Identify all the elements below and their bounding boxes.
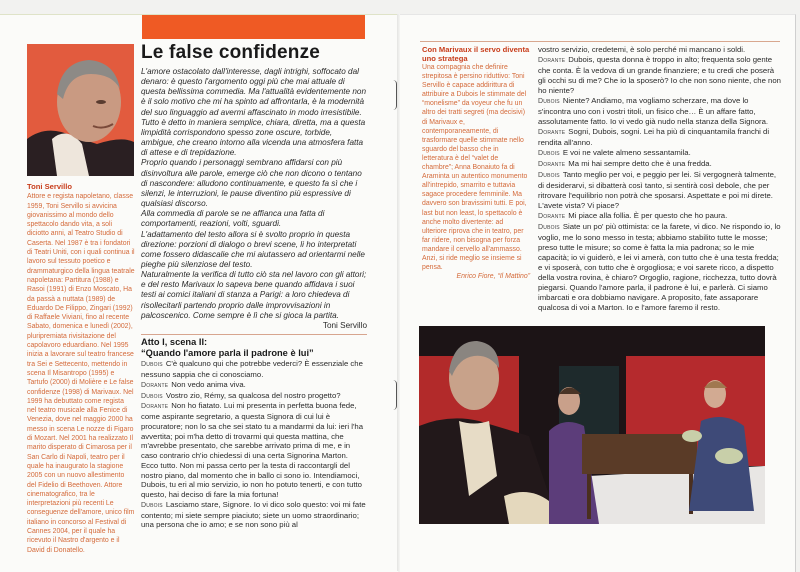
speaker: Dorante	[538, 129, 566, 136]
speaker: Dubois	[538, 98, 560, 105]
dialogue-line	[141, 359, 367, 380]
intro-paragraph: Proprio quando i personaggi sembrano affidarsi con più disinvoltura alle parole, emerge ciò che non dicono o tentano di nascondere: alludono continuamente, e questo fa sì che i silenzi, le interruzioni, le pause diventino più espressive di qualsiasi discorso.	[141, 158, 362, 209]
staple-bottom	[392, 380, 397, 410]
speaker: Dubois	[538, 172, 560, 179]
speaker: Dorante	[538, 57, 566, 64]
dialogue-line	[538, 211, 782, 222]
dialogue-line	[538, 45, 782, 55]
dialogue-line	[538, 96, 782, 127]
review-text: Una compagnia che definire strepitosa è persino riduttivo: Toni Servillo è capace addirittura di attribuire a Dubois le stimmate del “monelisme” da voyeur che fu un altro dei tratti segreti (ma decisivi) di Marivaux e, contemporaneamente, di trasformare quelle stimmate nello sguardo del basso che in letteratura è del “valet de chambre”; Anna Bonaiuto fa di Araminta un autentico monumento all'intrepido, smarrito e tuttavia sagace procedere femminile. Ma davvero son bravissimi tutti. E poi, last but non least, lo spettacolo è anche molto divertente: ad ulteriore riprova che in teatro, per far ridere, non bisogna per forza mandare il cervello all'ammasso. Anzi, si ride meglio se insieme si pensa.	[422, 64, 528, 272]
dialogue-line	[538, 170, 782, 211]
line-text: Niente? Andiamo, ma vogliamo scherzare, ma dove lo s'incontra uno con i vostri titoli, un fisico che… È un affare fatto, assolutamente fatto. Io vi vedo già nudo nella stanza della Signora.	[538, 96, 769, 126]
bio-text: Attore e regista napoletano, classe 1959, Toni Servillo si avvicina giovanissimo al mondo dello spettacolo dando vita, a soli diciotto anni, al Teatro Studio di Caserta. Nel 1987 è tra i fondatori di Teatri Uniti, con i quali continua il lavoro sul tessuto poetico e drammaturgico della lingua teatrale napoletana: Partitura (1988) e Rasoi (1991) di Enzo Moscato, Ha da passà a nuttata (1989) de Eduardo De Filippo, Zingari (1992) di Raffaele Viviani, fino al recente Sabato, domenica e lunedì (2002), pluripremiata rivisitazione del capolavoro eduardiano. Nel 1995 inizia a lavorare sul teatro francese tra Sei e Settecento, mettendo in scena Il Misantropo (1995) e Tartufo (2000) di Molière e Le false confidenze (1998) di Marivaux. Nel 1999 ha debuttato come regista nel teatro musicale alla Fenice di Venezia, dove nel maggio 2000 ha messo in scena Le nozze di Figaro di Mozart. Nel 2001 ha realizzato Il marito disperato di Cimarosa per il San Carlo di Napoli, teatro per il quale ha inaugurato la stagione 2005 con un nuovo allestimento del Fidelio di Beethoven. Attore cinematografico, tra le interpretazioni più recenti Le conseguenze dell'amore, unico film italiano in concorso al Festival di Cannes 2004, per il quale ha ricevuto il Nastro d'argento e il David di Donatello.	[27, 193, 135, 554]
dialogue-line	[538, 148, 782, 159]
scene-divider	[141, 334, 367, 335]
intro-signature: Toni Servillo	[322, 320, 367, 330]
line-text: Lasciamo stare, Signore. Io vi dico solo questo: voi mi fate contento; mi siete sempre piaciuto; siete un uomo straordinario; una persona che io amo; e se non sono più al	[141, 499, 366, 530]
right-top-rule	[420, 41, 780, 42]
biography-column	[27, 182, 135, 555]
scene-dialogue-left	[141, 359, 367, 530]
review-title: Con Marivaux il servo diventa uno stratega	[422, 45, 530, 63]
speaker: Dorante	[538, 213, 566, 220]
scene-heading	[141, 337, 367, 358]
line-text: Non ho fiatato. Lui mi presenta in perfetta buona fede, come aspirante segretario, a questa Signora di cui lui è procuratore; non lo sa che sei stato tu a mandarmi da lui: ieri l'ha avvertita; poi m'ha detto di trovarmi qui questa mattina, che m'avrebbe presentato, che sarebbe arrivato prima di me, e in caso contrario ch'io chiedessi di una certa Signorina Marton. Ecco tutto. Non mi passa certo per la testa di raccontargli del nostro piano, dal momento che in ballo ci sono io. Intendiamoci, Dubois, tu eri al mio servizio, io non ho potuto tenerti, e con tutto questo, hai deciso di fare la mia fortuna!	[141, 401, 364, 499]
dialogue-line	[141, 500, 367, 530]
review-sidebar	[422, 45, 530, 281]
director-note	[141, 67, 367, 331]
line-text: Non vedo anima viva.	[171, 379, 246, 389]
portrait-photo	[27, 44, 134, 176]
speaker: Dubois	[141, 361, 163, 369]
scene-title: “Quando l'amore parla il padrone è lui”	[141, 347, 314, 358]
line-text: C'è qualcuno qui che potrebbe vederci? È essenziale che nessuno sappia che ci conosciamo.	[141, 359, 363, 379]
intro-paragraph: Naturalmente la verifica di tutto ciò sta nel lavoro con gli attori; e del resto Marivaux lo sapeva bene quando affidava i suoi testi ai comici italiani di stanza a Parigi: a loro chiedeva di risollecitarli partendo proprio dalle improvvisazioni in palcoscenico. Come sempre è lì che si gioca la partita.	[141, 270, 367, 320]
page-gutter	[397, 14, 400, 571]
line-text: Vostro zio, Rémy, sa qualcosa del nostro progetto?	[165, 390, 341, 400]
speaker: Dorante	[538, 161, 566, 168]
left-main-column	[141, 42, 367, 530]
speaker: Dubois	[141, 392, 163, 400]
line-text: vostro servizio, credetemi, è solo perché mi mancano i soldi.	[538, 45, 746, 54]
dialogue-line	[141, 391, 367, 402]
speaker: Dubois	[141, 501, 163, 509]
line-text: Sogni, Dubois, sogni. Lei ha più di cinquantamila franchi di rendita all'anno.	[538, 127, 770, 147]
staple-top	[392, 80, 397, 110]
speaker: Dorante	[141, 381, 169, 389]
intro-paragraph: L'amore ostacolato dall'interesse, dagli intrighi, soffocato dal denaro: è questo l'argomento oggi più che mai attuale di questa bellissima commedia. Ma l'attualità evidentemente non è il solo motivo che mi ha spinto ad affrontarla, è la modernità del suo linguaggio ad avermi affascinato in modo irresistibile.	[141, 67, 367, 117]
dialogue-line	[538, 159, 782, 170]
dialogue-line	[538, 127, 782, 148]
dialogue-line	[141, 380, 367, 391]
review-source: Enrico Fiore, “Il Mattino”	[456, 273, 530, 281]
speaker: Dorante	[141, 403, 169, 411]
article-title: Le false confidenze	[141, 42, 321, 63]
intro-paragraph: L'adattamento del testo allora si è svolto proprio in questa direzione: porzioni di dialogo o brevi scene, li ho interpretati come fossero didascalie che mi aiutassero ad orientarmi nelle pieghe più silenziose del testo.	[141, 229, 365, 269]
dialogue-line	[538, 222, 782, 313]
bio-name: Toni Servillo	[27, 182, 73, 191]
line-text: Ma mi hai sempre detto che è una fredda.	[568, 159, 712, 168]
line-text: Mi piace alla follia. È per questo che ho paura.	[568, 211, 728, 220]
line-text: Tanto meglio per voi, e peggio per lei. Si vergognerà talmente, di desiderarvi, si dibatterà così tanto, si sentirà così debole, che per ritrovare l'equilibrio non potrà che sposarsi. Aspettate e poi mi direte. L'avete vista? Vi piace?	[538, 170, 777, 210]
intro-paragraph: Tutto è detto in maniera semplice, chiara, diretta, ma a questa limpidità corrispondono spesso zone oscure, torbide, ambigue, che creano intorno alla vicenda una atmosfera fatta di attese e di trepidazione.	[141, 117, 366, 158]
dialogue-line	[538, 55, 782, 96]
line-text: Dubois, questa donna è troppo in alto; frequenta solo gente che conta. È la vedova di un grande finanziere; e tu credi che poserà gli occhi su di me? Che io la sposerò? Io che non sono niente, che non ho niente?	[538, 55, 781, 95]
line-text: E voi ne valete almeno sessantamila.	[562, 148, 691, 157]
accent-bar	[142, 15, 365, 39]
line-text: Siate un po' più ottimista: ce la farete, vi dico. Ne rispondo io, lo voglio, me lo sono messo in testa; abbiamo stabilito tutte le mosse; preso tutte le misure; so come è fatta la mia padrona; so le mie capacità; io vi guiderò, e lei vi amerà, con tutto che è una testa fredda; e vi sposerà, con tutto che è orgogliosa; e voi sarete ricco, a dispetto della vostra rovina, è chiaro? Orgoglio, ragione, ricchezza, tutto dovrà piegarsi. Quando l'amore parla, il padrone è lui, e parlerà. Ci siamo imbarcati e ora dobbiamo navigare. A proposito, fate assaporare qualcosa di voi a Marton. Io e l'amore faremo il resto.	[538, 222, 781, 312]
intro-paragraph: Alla commedia di parole se ne affianca una fatta di comportamenti, reazioni, volti, sguardi.	[141, 209, 325, 229]
dialogue-line	[141, 401, 367, 500]
scene-act: Atto I, scena II:	[141, 337, 208, 348]
scene-dialogue-right	[538, 45, 782, 313]
speaker: Dubois	[538, 150, 560, 157]
stage-photo	[419, 326, 765, 524]
speaker: Dubois	[538, 224, 560, 231]
